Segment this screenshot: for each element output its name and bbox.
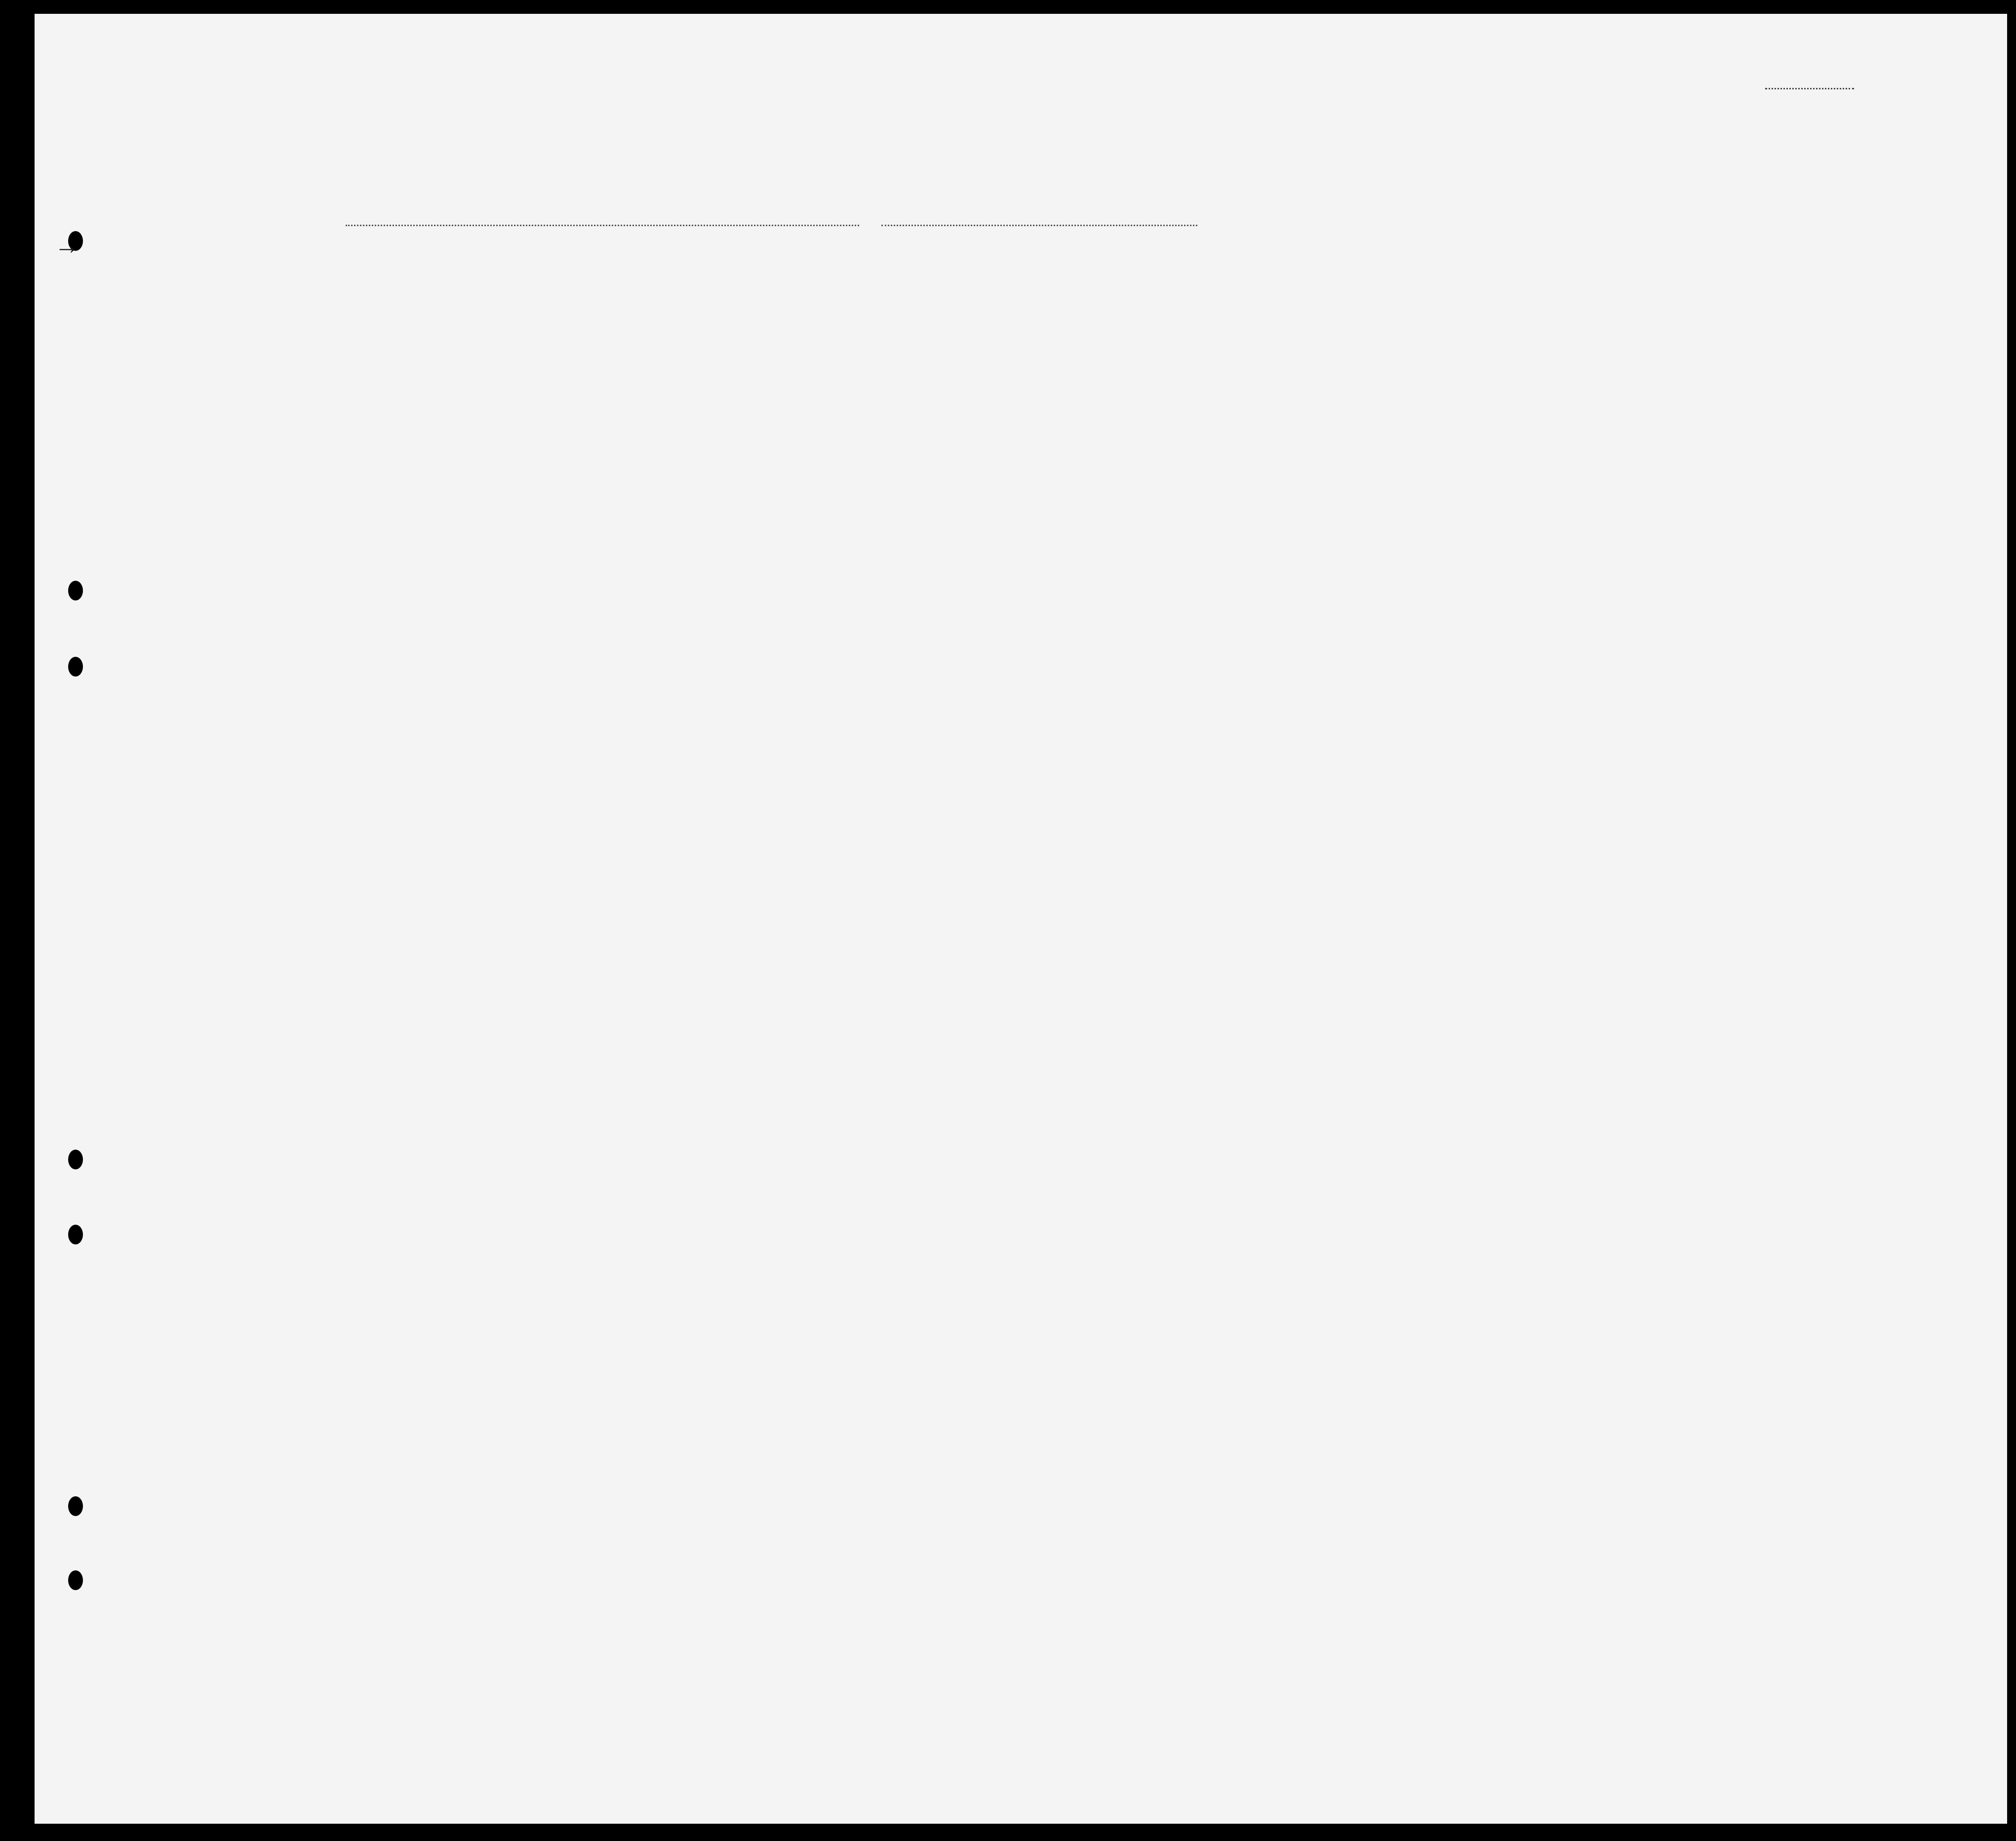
manifest-sheet	[35, 14, 2007, 1824]
date-dotted-line	[881, 225, 1197, 226]
punch-hole	[68, 1496, 83, 1516]
punch-hole	[68, 1570, 83, 1590]
punch-hole	[68, 1150, 83, 1169]
punch-hole	[68, 657, 83, 677]
punch-hole	[68, 581, 83, 600]
arrow-icon: →	[54, 232, 80, 260]
port-dotted-line	[346, 225, 859, 226]
punch-hole	[68, 1225, 83, 1244]
list-dotted-line	[1765, 88, 1854, 89]
